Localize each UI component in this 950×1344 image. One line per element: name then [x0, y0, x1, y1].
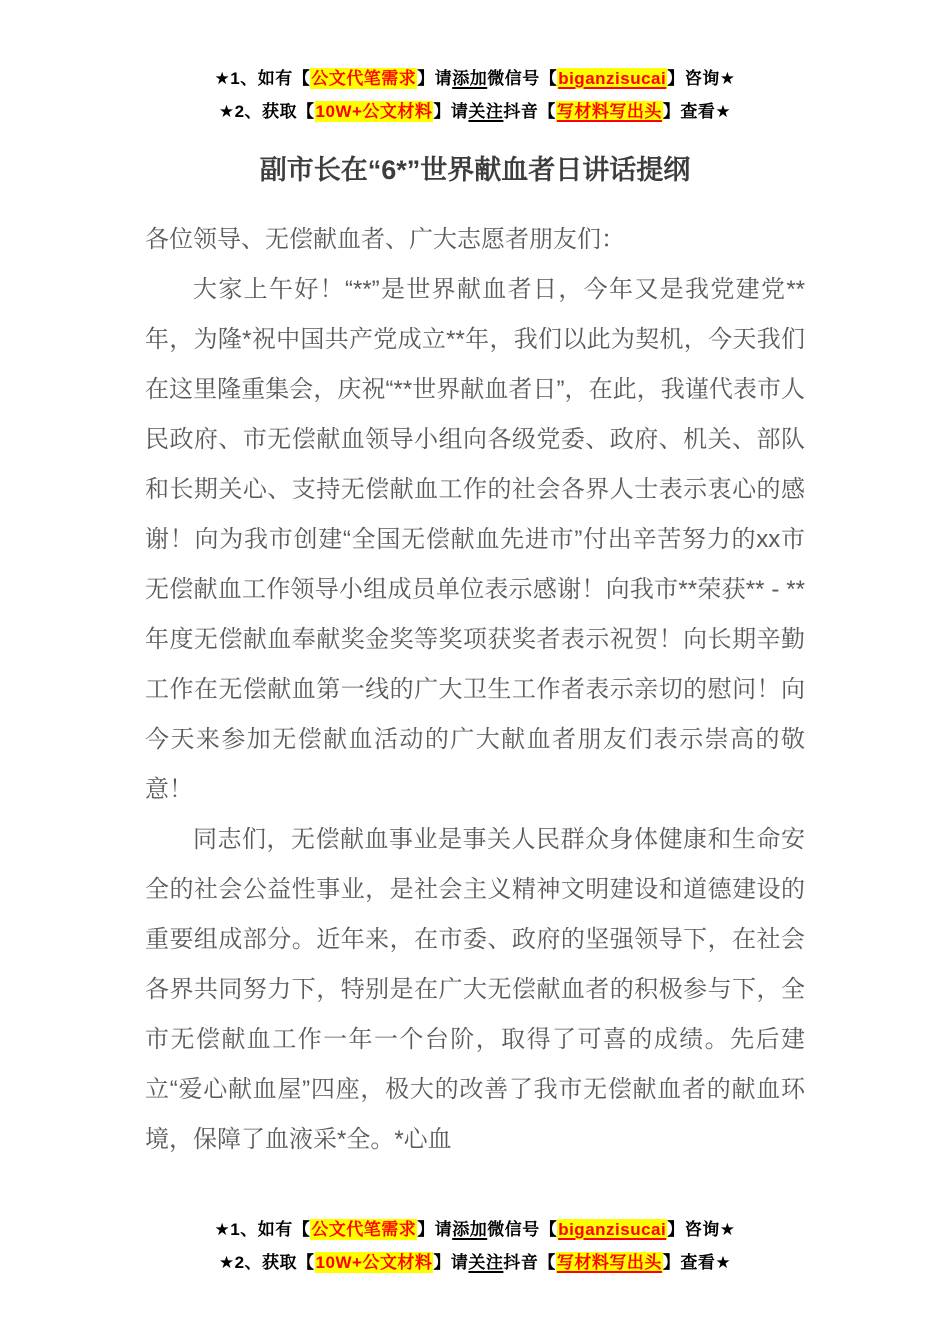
promo-bracket-mid: 】请 [433, 1253, 469, 1272]
promo-douyin-label: 抖音【 [503, 102, 556, 121]
promo-suffix: 】咨询★ [667, 1220, 736, 1239]
promo-banner-footer [0, 1213, 950, 1279]
promo-action-add: 添加 [452, 69, 488, 88]
promo-suffix: 】查看★ [662, 102, 732, 121]
promo-banner-header [0, 0, 950, 128]
promo-wechat-label: 微信号【 [487, 69, 558, 88]
promo-prefix: ★1、如有【 [214, 69, 311, 88]
promo-douyin-label: 抖音【 [503, 1253, 556, 1272]
promo-wechat-id: biganzisucai [558, 69, 667, 88]
promo-material-highlight: 10W+公文材料 [315, 102, 433, 121]
promo-prefix: ★1、如有【 [214, 1220, 311, 1239]
page-title: 副市长在“6*”世界献血者日讲话提纲 [259, 155, 691, 185]
promo-line-2 [0, 1246, 950, 1279]
promo-wechat-label: 微信号【 [487, 1220, 558, 1239]
promo-material-highlight: 10W+公文材料 [315, 1253, 433, 1272]
promo-prefix: ★2、获取【 [218, 1253, 315, 1272]
paragraph: 大家上午好！“**”是世界献血者日，今年又是我党建党**年，为隆*祝中国共产党成立**年，我们以此为契机，今天我们在这里隆重集会，庆祝“**世界献血者日”，在此，我谨代表市人民政府、市无偿献血领导小组向各级党委、政府、机关、部队和长期关心、支持无偿献血工作的社会各界人士表示衷心的感谢！向为我市创建“全国无偿献血先进市”付出辛苦努力的xx市无偿献血工作领导小组成员单位表示感谢！向我市**荣获** - **年度无偿献血奉献奖金奖等奖项获奖者表示祝贺！向长期辛勤工作在无偿献血第一线的广大卫生工作者表示亲切的慰问！向今天来参加无偿献血活动的广大献血者朋友们表示崇高的敬意！ [145, 276, 805, 803]
promo-line-1 [0, 62, 950, 95]
promo-wechat-id: biganzisucai [558, 1220, 667, 1239]
document-body [145, 215, 805, 1165]
paragraph: 各位领导、无偿献血者、广大志愿者朋友们： [145, 226, 625, 253]
promo-douyin-id: 写材料写出头 [556, 1253, 662, 1272]
promo-line-2 [0, 95, 950, 128]
promo-service-highlight: 公文代笔需求 [311, 69, 417, 88]
promo-action-follow: 关注 [468, 1253, 504, 1272]
promo-bracket-mid: 】请 [417, 69, 453, 88]
paragraph: 同志们，无偿献血事业是事关人民群众身体健康和生命安全的社会公益性事业，是社会主义精神文明建设和道德建设的重要组成部分。近年来，在市委、政府的坚强领导下，在社会各界共同努力下，特别是在广大无偿献血者的积极参与下，全市无偿献血工作一年一个台阶，取得了可喜的成绩。先后建立“爱心献血屋”四座，极大的改善了我市无偿献血者的献血环境，保障了血液采*全。*心血 [145, 826, 805, 1153]
promo-bracket-mid: 】请 [433, 102, 469, 121]
promo-line-1 [0, 1213, 950, 1246]
promo-prefix: ★2、获取【 [218, 102, 315, 121]
promo-action-add: 添加 [452, 1220, 488, 1239]
promo-suffix: 】咨询★ [667, 69, 736, 88]
promo-bracket-mid: 】请 [417, 1220, 453, 1239]
promo-suffix: 】查看★ [662, 1253, 732, 1272]
promo-douyin-id: 写材料写出头 [556, 102, 662, 121]
promo-action-follow: 关注 [468, 102, 504, 121]
promo-service-highlight: 公文代笔需求 [311, 1220, 417, 1239]
